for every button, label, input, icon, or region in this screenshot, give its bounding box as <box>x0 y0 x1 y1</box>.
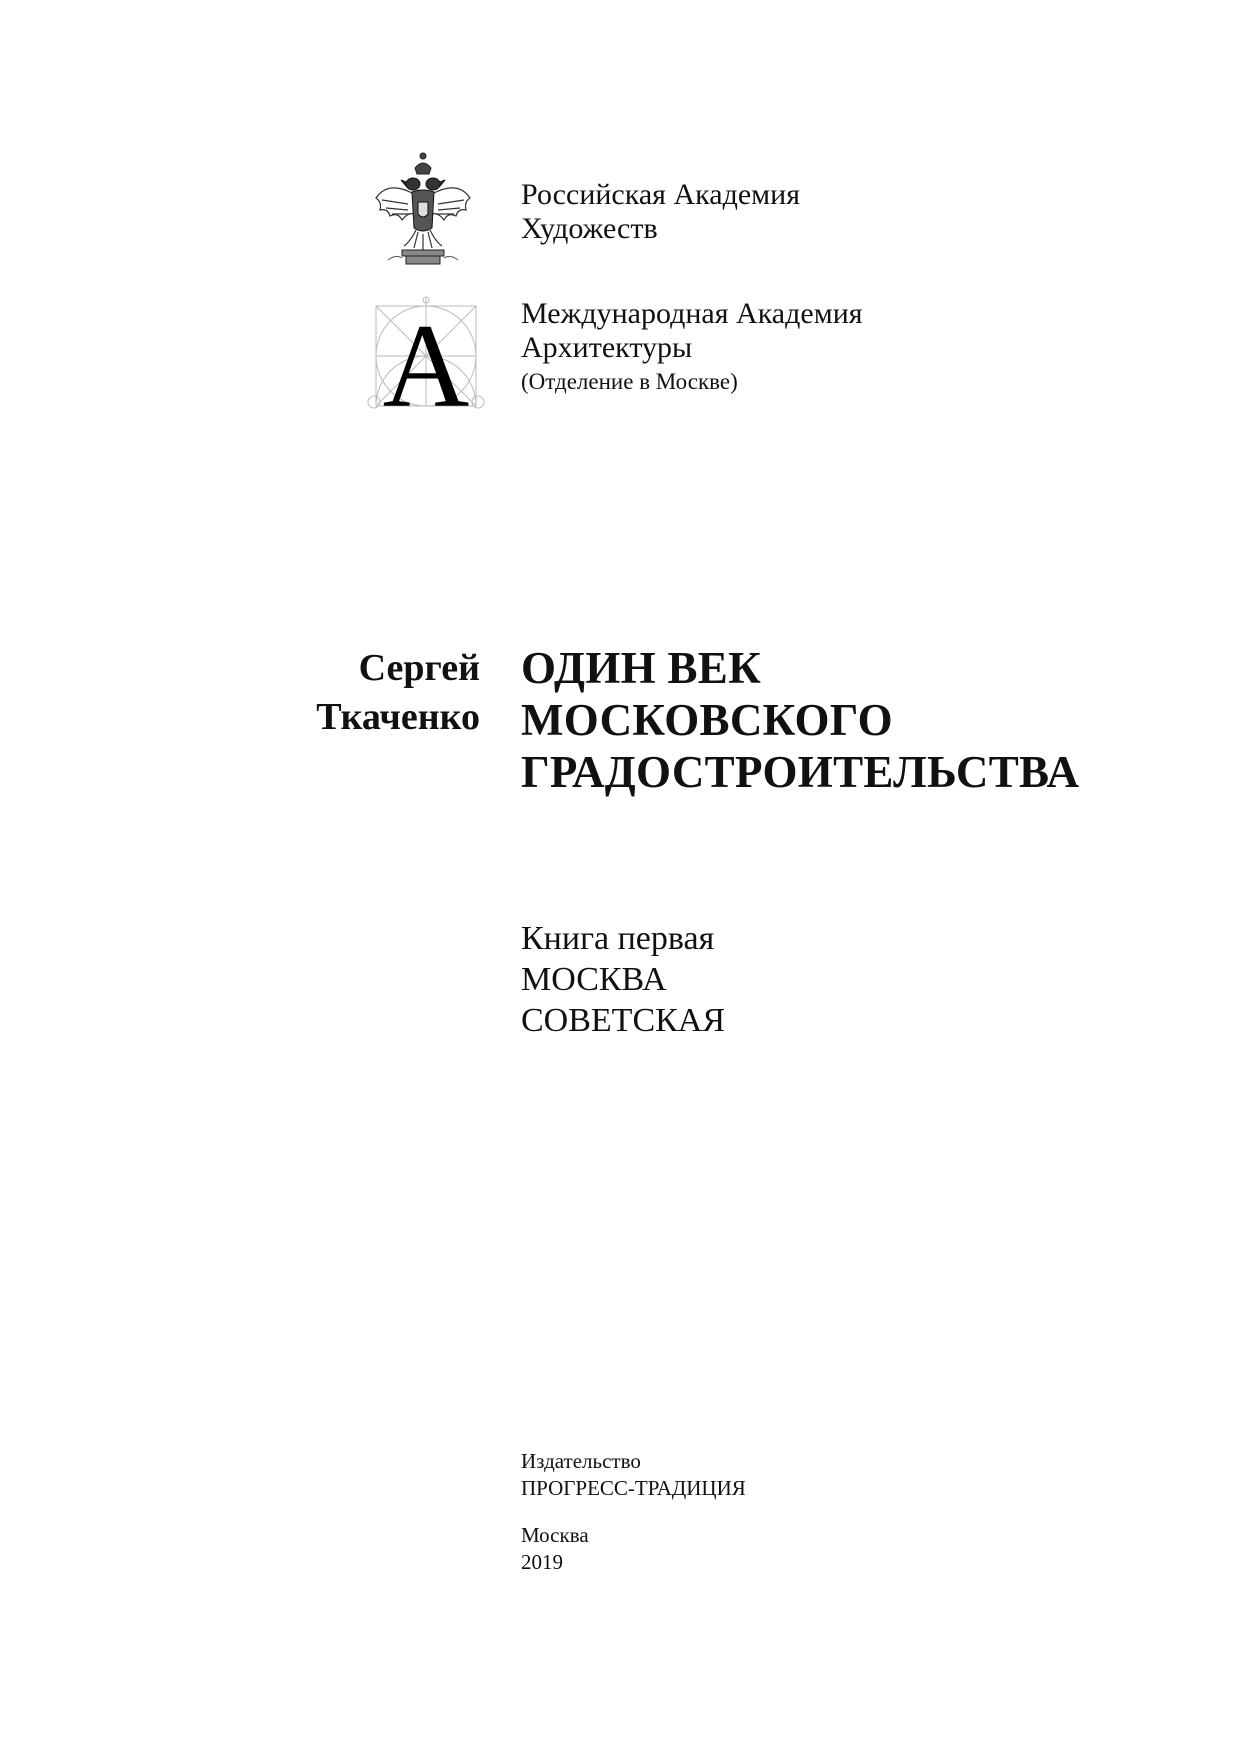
institution-line: Архитектуры <box>521 331 693 364</box>
institution-academy-of-architecture <box>521 297 863 399</box>
title-line: ОДИН ВЕК <box>521 643 762 693</box>
author-name <box>316 644 480 742</box>
eagle-emblem-icon <box>368 150 478 266</box>
book-volume: Книга первая <box>521 920 715 957</box>
imprint-city: Москва <box>521 1523 589 1547</box>
book-title <box>521 642 1079 798</box>
emblem-letter: A <box>382 299 470 412</box>
author-first-name: Сергей <box>358 647 480 689</box>
architecture-emblem-icon <box>366 296 486 412</box>
book-subtitle-line: СОВЕТСКАЯ <box>521 1002 726 1039</box>
book-subtitle-line: МОСКВА <box>521 961 667 998</box>
title-line: ГРАДОСТРОИТЕЛЬСТВА <box>521 747 1080 797</box>
institution-line: Международная Академия <box>521 297 863 330</box>
publisher-name: ПРОГРЕСС-ТРАДИЦИЯ <box>521 1476 746 1500</box>
institution-note: (Отделение в Москве) <box>521 369 738 394</box>
institution-line: Художеств <box>521 212 658 245</box>
publisher-label: Издательство <box>521 1449 641 1473</box>
institution-line: Российская Академия <box>521 178 800 211</box>
imprint-block <box>521 1522 589 1576</box>
author-last-name: Ткаченко <box>316 696 480 738</box>
book-volume-block <box>521 918 725 1041</box>
publisher-block <box>521 1448 746 1502</box>
institution-academy-of-arts <box>521 178 800 246</box>
imprint-year: 2019 <box>521 1550 563 1574</box>
title-line: МОСКОВСКОГО <box>521 695 893 745</box>
